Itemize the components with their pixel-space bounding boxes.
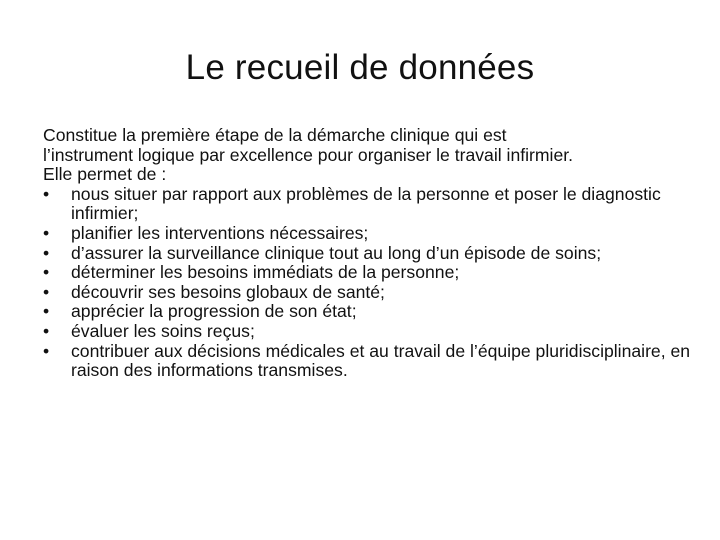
bullet-item bbox=[43, 322, 693, 342]
intro-line: Constitue la première étape de la démarche clinique qui est bbox=[43, 125, 507, 145]
bullet-icon: • bbox=[43, 340, 50, 361]
bullet-icon: • bbox=[43, 183, 50, 204]
bullet-icon: • bbox=[43, 281, 50, 302]
bullet-text: planifier les interventions nécessaires; bbox=[71, 222, 369, 243]
bullet-text: déterminer les besoins immédiats de la personne; bbox=[71, 262, 460, 283]
intro-line: Elle permet de : bbox=[43, 164, 167, 185]
bullet-text: contribuer aux décisions médicales et au travail de l’équipe pluridisciplinaire, en raison des informations transmises. bbox=[71, 340, 691, 381]
bullet-item bbox=[43, 185, 693, 224]
bullet-icon: • bbox=[43, 301, 50, 322]
bullet-text: évaluer les soins reçus; bbox=[71, 320, 255, 341]
bullet-icon: • bbox=[43, 242, 50, 263]
bullet-item bbox=[43, 224, 693, 244]
bullet-icon: • bbox=[43, 320, 50, 341]
slide-title: Le recueil de données bbox=[185, 48, 535, 87]
slide-body bbox=[43, 126, 693, 381]
bullet-text: découvrir ses besoins globaux de santé; bbox=[71, 281, 385, 302]
bullet-text: nous situer par rapport aux problèmes de la personne et poser le diagnostic infirmier; bbox=[71, 183, 661, 224]
bullet-item bbox=[43, 302, 693, 322]
bullet-icon: • bbox=[43, 222, 50, 243]
bullet-text: d’assurer la surveillance clinique tout au long d’un épisode de soins; bbox=[71, 242, 602, 263]
bullet-item bbox=[43, 342, 693, 381]
bullet-text: apprécier la progression de son état; bbox=[71, 301, 357, 322]
bullet-item bbox=[43, 244, 693, 264]
intro-line: l’instrument logique par excellence pour organiser le travail infirmier. bbox=[43, 144, 574, 165]
bullet-list bbox=[43, 185, 693, 381]
bullet-icon: • bbox=[43, 262, 50, 283]
bullet-item bbox=[43, 263, 693, 283]
bullet-item bbox=[43, 283, 693, 303]
